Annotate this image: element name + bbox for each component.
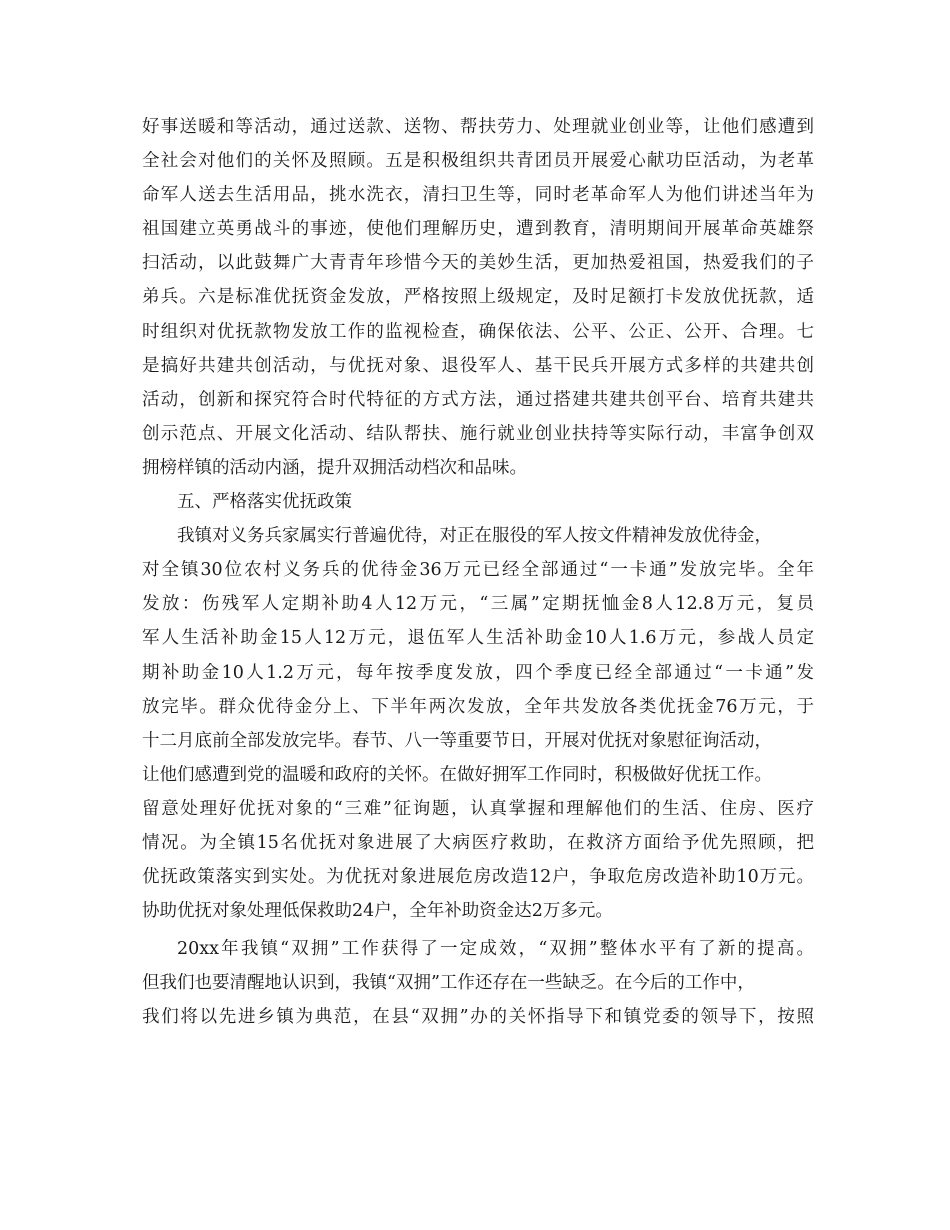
text-line: 创示范点、开展文化活动、结队帮扶、施行就业创业扶持等实际行动，丰富争创双 xyxy=(142,423,814,444)
text-line: 对全镇30位农村义务兵的优待金36万元已经全部通过“一卡通”发放完毕。全年 xyxy=(142,560,814,581)
text-line: 弟兵。六是标准优抚资金发放，严格按照上级规定，及时足额打卡发放优抚款，适 xyxy=(142,287,814,308)
text-line: 军人生活补助金15人12万元，退伍军人生活补助金10人1.6万元，参战人员定 xyxy=(142,628,814,649)
text-line: 好事送暖和等活动，通过送款、送物、帮扶劳力、处理就业创业等，让他们感遭到 xyxy=(142,117,814,137)
paragraph-continued xyxy=(142,110,814,485)
text-line: 命军人送去生活用品，挑水洗衣，清扫卫生等，同时老革命军人为他们讲述当年为 xyxy=(142,185,814,206)
text-line: 全社会对他们的关怀及照顾。五是积极组织共青团员开展爱心献功臣活动，为老革 xyxy=(142,151,814,172)
paragraph-summary xyxy=(142,932,814,1034)
text-line: 活动，创新和探究符合时代特征的方式方法，通过搭建共建共创平台、培育共建共 xyxy=(142,389,814,410)
text-line: 但我们也要清醒地认识到，我镇“双拥”工作还存在一些缺乏。在今后的工作中， xyxy=(142,973,755,994)
text-line: 拥榜样镇的活动内涵，提升双拥活动档次和品味。 xyxy=(142,457,527,478)
text-line: 20xx年我镇“双拥”工作获得了一定成效，“双拥”整体水平有了新的提高。 xyxy=(177,939,814,960)
text-line: 是搞好共建共创活动，与优抚对象、退役军人、基干民兵开展方式多样的共建共创 xyxy=(142,355,814,376)
text-line: 协助优抚对象处理低保救助24户，全年补助资金达2万多元。 xyxy=(142,901,613,922)
paragraph-policy xyxy=(142,519,814,928)
text-line: 让他们感遭到党的温暖和政府的关怀。在做好拥军工作同时，积极做好优抚工作。 xyxy=(142,764,772,785)
document-page xyxy=(142,110,814,1035)
text-line: 期补助金10人1.2万元，每年按季度发放，四个季度已经全部通过“一卡通”发 xyxy=(142,662,814,683)
text-line: 我们将以先进乡镇为典范，在县“双拥”办的关怀指导下和镇党委的领导下，按照 xyxy=(142,1007,814,1028)
text-line: 祖国建立英勇战斗的事迹，使他们理解历史，遭到教育，清明期间开展革命英雄祭 xyxy=(142,219,814,240)
section-heading-text: 五、严格落实优抚政策 xyxy=(177,492,352,513)
text-line: 扫活动，以此鼓舞广大青青年珍惜今天的美妙生活，更加热爱祖国，热爱我们的子 xyxy=(142,253,814,274)
text-line: 优抚政策落实到实处。为优抚对象进展危房改造12户，争取危房改造补助10万元。 xyxy=(142,867,814,888)
text-line: 留意处理好优抚对象的“三难”征询题，认真掌握和理解他们的生活、住房、医疗 xyxy=(142,798,814,819)
text-line: 时组织对优抚款物发放工作的监视检查，确保依法、公平、公正、公开、合理。七 xyxy=(142,321,814,342)
text-line: 情况。为全镇15名优抚对象进展了大病医疗救助，在救济方面给予优先照顾，把 xyxy=(142,832,814,853)
text-line: 发放：伤残军人定期补助4人12万元，“三属”定期抚恤金8人12.8万元，复员 xyxy=(142,594,814,615)
text-line: 放完毕。群众优待金分上、下半年两次发放，全年共发放各类优抚金76万元，于 xyxy=(142,696,814,717)
section-heading xyxy=(142,485,814,519)
text-line: 十二月底前全部发放完毕。春节、八一等重要节日，开展对优抚对象慰征询活动， xyxy=(142,730,772,751)
text-line: 我镇对义务兵家属实行普遍优待，对正在服役的军人按文件精神发放优待金， xyxy=(177,526,772,547)
